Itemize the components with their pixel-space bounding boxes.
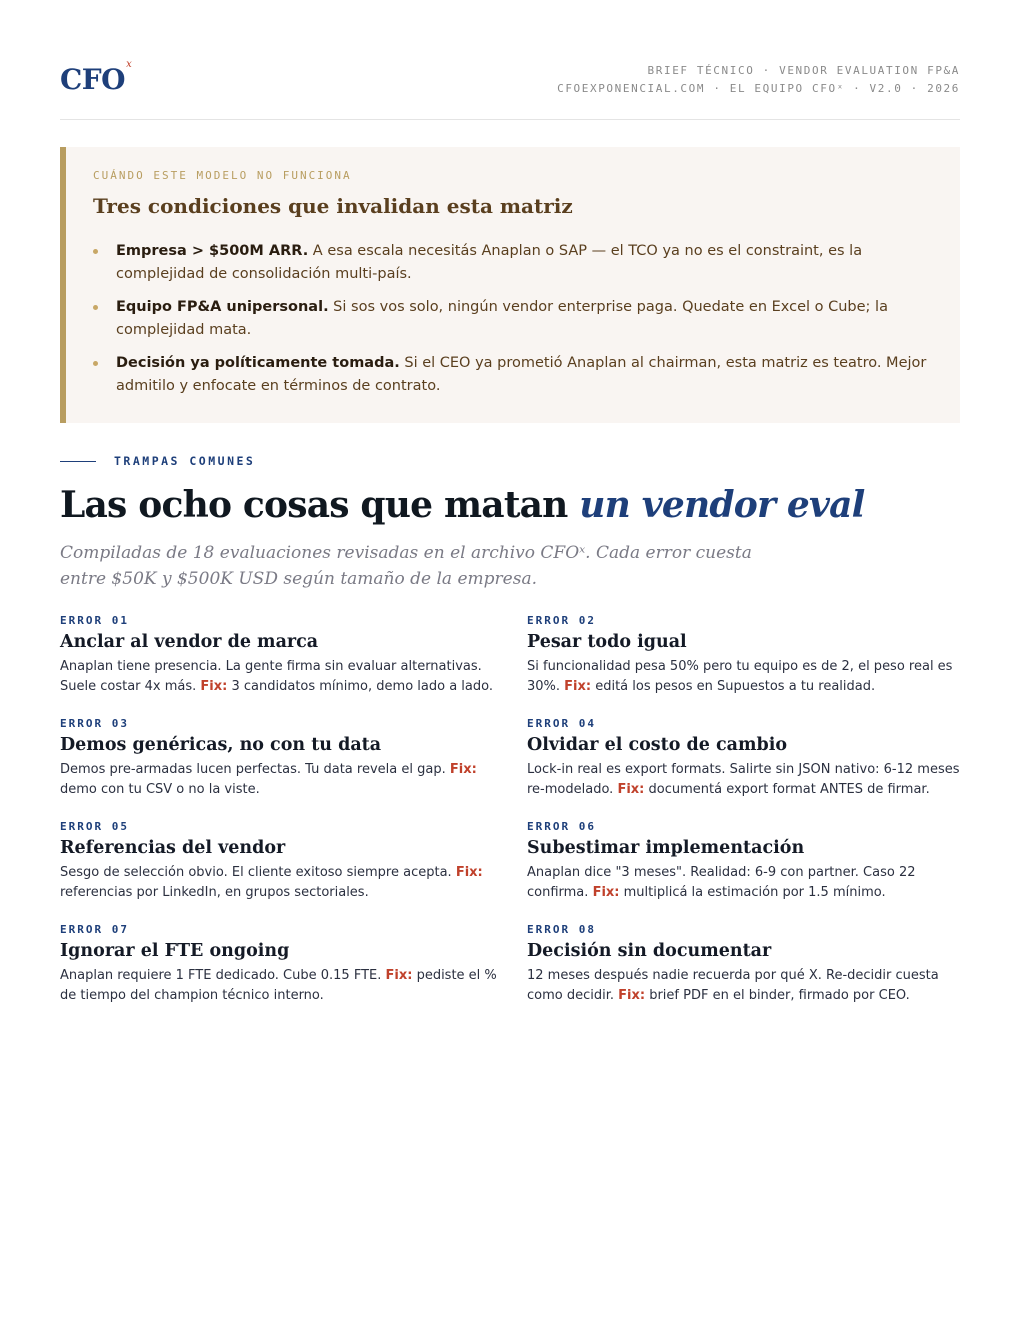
- fix-text: pediste el % de tiempo del champion técnico interno.: [60, 968, 497, 1003]
- section-title-emphasis: un vendor eval: [579, 484, 865, 526]
- fix-text: documentá export format ANTES de firmar.: [644, 782, 930, 797]
- error-title: Subestimar implementación: [527, 838, 805, 858]
- condition-item: [93, 352, 934, 398]
- logo-text: CFO: [60, 63, 126, 96]
- error-body: [527, 760, 960, 800]
- errors-grid: [60, 614, 960, 1026]
- condition-text: Si sos vos solo, ningún vendor enterprise paga. Quedate en Excel o Cube; la complejidad mata.: [116, 299, 888, 338]
- fix-text: multiplicá la estimación por 1.5 mínimo.: [619, 885, 886, 900]
- fix-label: Fix:: [592, 885, 620, 900]
- fix-text: editá los pesos en Supuestos a tu realidad.: [591, 679, 876, 694]
- condition-text: A esa escala necesitás Anaplan o SAP — el TCO ya no es el constraint, es la complejidad de consolidación multi-país.: [116, 243, 863, 282]
- error-title: Decisión sin documentar: [527, 941, 772, 961]
- page-header: [60, 60, 960, 120]
- error-description: 12 meses después nadie recuerda por qué X. Re-decidir cuesta como decidir.: [527, 968, 939, 1003]
- error-title: Pesar todo igual: [527, 632, 687, 652]
- document-meta: [557, 62, 960, 98]
- error-number: ERROR 02: [527, 614, 596, 627]
- condition-lead: Empresa > $500M ARR.: [116, 243, 309, 259]
- error-card: [60, 614, 500, 717]
- error-card: [527, 923, 960, 1026]
- callout-title: Tres condiciones que invalidan esta matriz: [93, 194, 573, 218]
- section-kicker-label: TRAMPAS COMUNES: [114, 454, 256, 468]
- error-card: [527, 820, 960, 923]
- condition-item: [93, 240, 934, 286]
- error-description: Si funcionalidad pesa 50% pero tu equipo es de 2, el peso real es 30%.: [527, 659, 953, 694]
- error-card: [60, 717, 500, 820]
- error-number: ERROR 05: [60, 820, 129, 833]
- section-title-main: Las ocho cosas que matan: [60, 484, 580, 526]
- error-title: Anclar al vendor de marca: [60, 632, 319, 652]
- condition-lead: Decisión ya políticamente tomada.: [116, 355, 400, 371]
- error-body: [527, 863, 960, 903]
- error-title: Olvidar el costo de cambio: [527, 735, 788, 755]
- brand-logo: [60, 58, 132, 96]
- logo-superscript: x: [126, 58, 132, 70]
- warning-callout: [60, 147, 960, 423]
- fix-label: Fix:: [455, 865, 483, 880]
- error-card: [527, 717, 960, 820]
- fix-label: Fix:: [385, 968, 413, 983]
- fix-text: 3 candidatos mínimo, demo lado a lado.: [227, 679, 493, 694]
- error-number: ERROR 01: [60, 614, 129, 627]
- error-number: ERROR 04: [527, 717, 596, 730]
- fix-text: brief PDF en el binder, firmado por CEO.: [645, 988, 910, 1003]
- callout-kicker: CUÁNDO ESTE MODELO NO FUNCIONA: [93, 169, 352, 182]
- error-number: ERROR 03: [60, 717, 129, 730]
- error-description: Sesgo de selección obvio. El cliente exitoso siempre acepta.: [60, 865, 452, 880]
- error-title: Demos genéricas, no con tu data: [60, 735, 382, 755]
- condition-item: [93, 296, 934, 342]
- bullet-icon: [93, 361, 98, 366]
- error-card: [60, 923, 500, 1026]
- error-body: [60, 657, 500, 697]
- meta-line-1: BRIEF TÉCNICO · VENDOR EVALUATION FP&A: [647, 64, 960, 77]
- section-title: [60, 484, 864, 526]
- section-kicker: [60, 454, 255, 468]
- fix-text: referencias por LinkedIn, en grupos sectoriales.: [60, 885, 369, 900]
- error-body: [60, 760, 500, 800]
- error-description: Lock-in real es export formats. Salirte sin JSON nativo: 6-12 meses re-modelado.: [527, 762, 960, 797]
- kicker-rule: [60, 461, 96, 462]
- error-card: [60, 820, 500, 923]
- bullet-icon: [93, 249, 98, 254]
- error-description: Anaplan dice "3 meses". Realidad: 6-9 con partner. Caso 22 confirma.: [527, 865, 916, 900]
- fix-label: Fix:: [564, 679, 592, 694]
- fix-label: Fix:: [200, 679, 228, 694]
- error-body: [60, 863, 500, 903]
- error-body: [60, 966, 500, 1006]
- error-number: ERROR 06: [527, 820, 596, 833]
- error-description: Anaplan tiene presencia. La gente firma sin evaluar alternativas. Suele costar 4x más.: [60, 659, 482, 694]
- error-card: [527, 614, 960, 717]
- fix-label: Fix:: [617, 782, 645, 797]
- condition-list: [93, 240, 934, 398]
- fix-text: demo con tu CSV o no la viste.: [60, 782, 260, 797]
- error-number: ERROR 08: [527, 923, 596, 936]
- bullet-icon: [93, 305, 98, 310]
- section-subtitle: Compiladas de 18 evaluaciones revisadas en el archivo CFOˣ. Cada error cuesta entre $50K y $500K USD según tamaño de la empresa.: [60, 543, 752, 589]
- error-description: Anaplan requiere 1 FTE dedicado. Cube 0.15 FTE.: [60, 968, 382, 983]
- condition-lead: Equipo FP&A unipersonal.: [116, 299, 329, 315]
- condition-text: Si el CEO ya prometió Anaplan al chairman, esta matriz es teatro. Mejor admitilo y enfocate en términos de contrato.: [116, 355, 927, 394]
- error-number: ERROR 07: [60, 923, 129, 936]
- error-body: [527, 657, 960, 697]
- error-title: Ignorar el FTE ongoing: [60, 941, 290, 961]
- meta-line-2: CFOEXPONENCIAL.COM · EL EQUIPO CFOˣ · V2.0 · 2026: [557, 82, 960, 95]
- fix-label: Fix:: [449, 762, 477, 777]
- error-title: Referencias del vendor: [60, 838, 286, 858]
- error-body: [527, 966, 960, 1006]
- error-description: Demos pre-armadas lucen perfectas. Tu data revela el gap.: [60, 762, 446, 777]
- fix-label: Fix:: [618, 988, 646, 1003]
